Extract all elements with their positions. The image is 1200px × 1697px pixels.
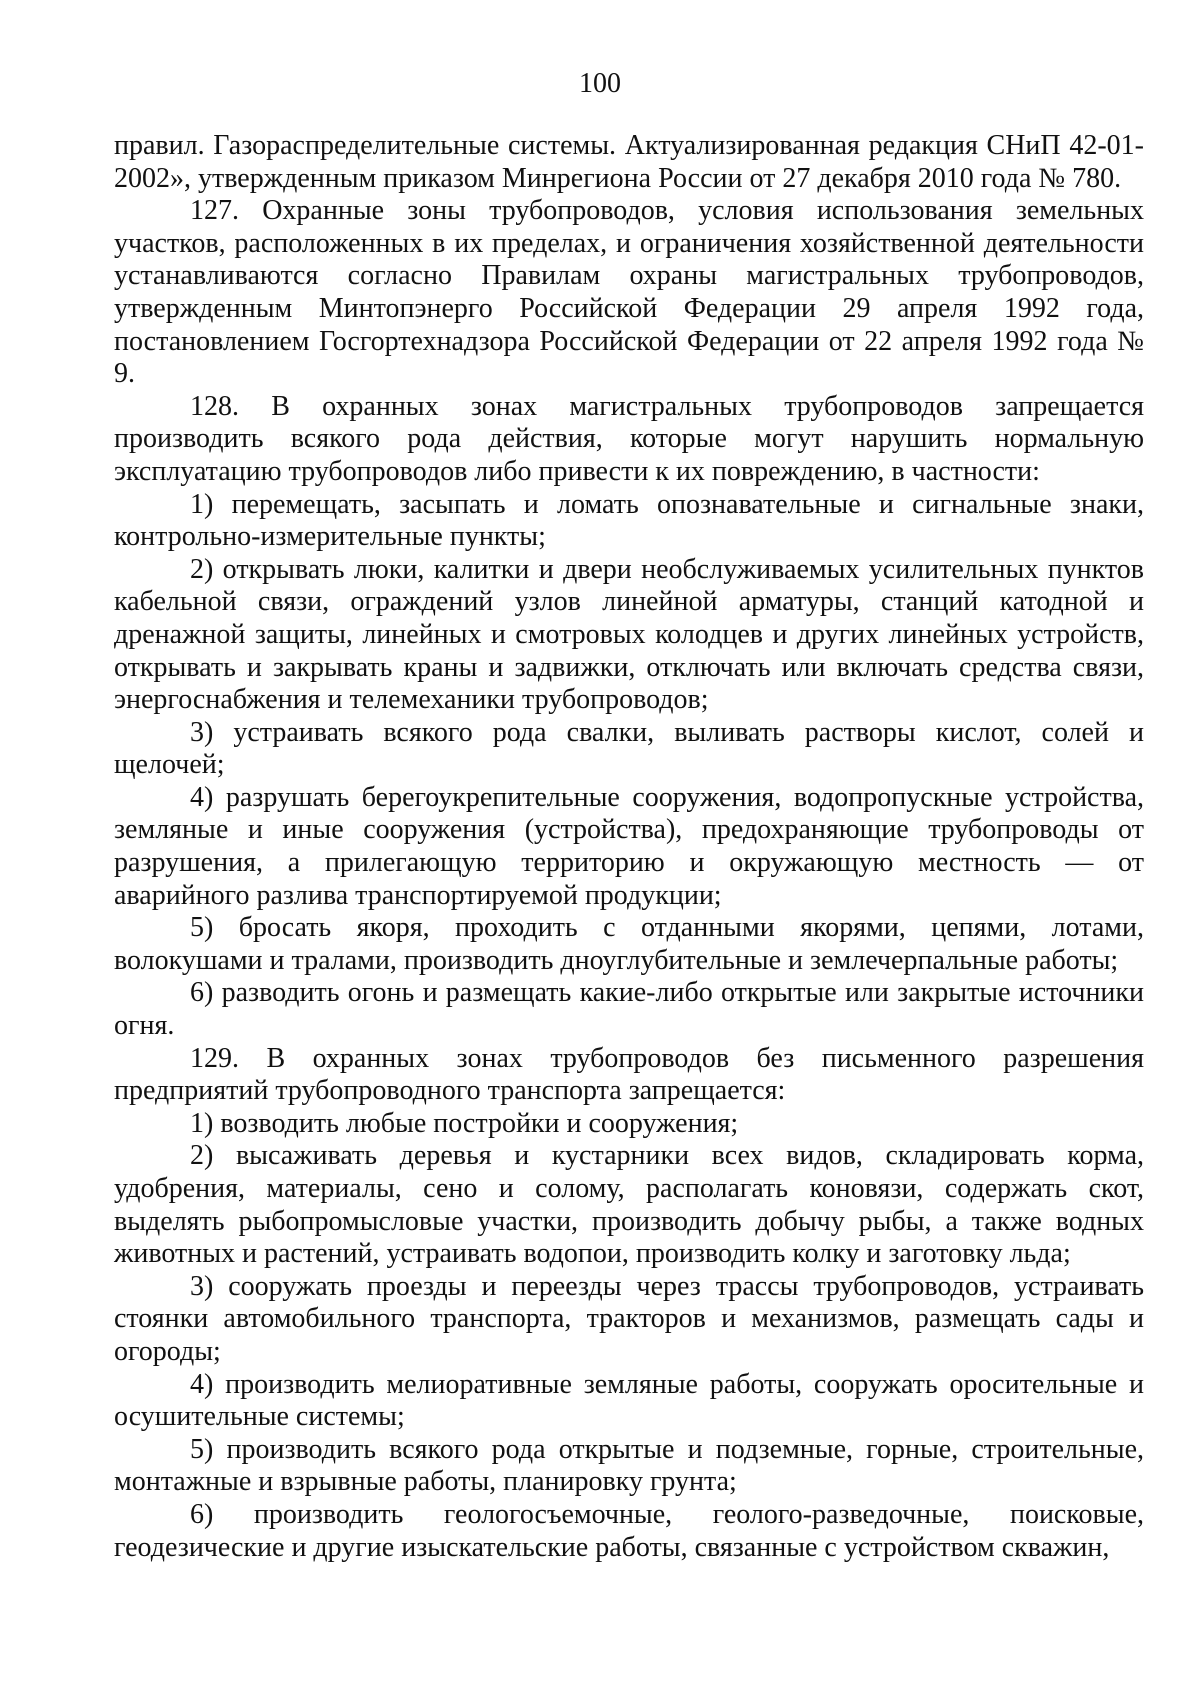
paragraph-129: 129. В охранных зонах трубопроводов без письменного разрешения предприятий трубопроводного транспорта запрещается: xyxy=(114,1042,1144,1107)
list-item-128-5: 5) бросать якоря, проходить с отданными якорями, цепями, лотами, волокушами и тралами, производить дноуглубительные и землечерпальные работы; xyxy=(114,912,1144,976)
list-item-128-2: 2) открывать люки, калитки и двери необслуживаемых усилительных пунктов кабельной связи, ограждений узлов линейной арматуры, станций катодной и дренажной защиты, линейных и смотровых колодцев и других линейных устройств, открывать и закрывать краны и задвижки, отключать или включать средства связи, энергоснабжения и телемеханики трубопроводов; xyxy=(114,553,1144,716)
page-number: 100 xyxy=(579,68,621,99)
list-item-128-1: 1) перемещать, засыпать и ломать опознавательные и сигнальные знаки, контрольно-измерительные пункты; xyxy=(114,488,1144,553)
list-item-129-6: 6) производить геологосъемочные, геолого-разведочные, поисковые, геодезические и другие изыскательские работы, связанные с устройством скважин, xyxy=(114,1498,1144,1563)
list-item-128-6: 6) разводить огонь и размещать какие-либо открытые или закрытые источники огня. xyxy=(114,977,1144,1042)
list-item-129-1: 1) возводить любые постройки и сооружения; xyxy=(190,1107,739,1139)
paragraph-128: 128. В охранных зонах магистральных трубопроводов запрещается производить всякого рода действия, которые могут нарушить нормальную эксплуатацию трубопроводов либо привести к их повреждению, в частности: xyxy=(114,390,1144,487)
list-item-128-4: 4) разрушать берегоукрепительные сооружения, водопропускные устройства, земляные и иные сооружения (устройства), предохраняющие трубопроводы от разрушения, а прилегающую территорию и окружающую местность — от аварийного разлива транспортируемой продукции; xyxy=(114,781,1144,911)
paragraph-continuation: правил. Газораспределительные системы. Актуализированная редакция СНиП 42-01-2002», утвержденным приказом Минрегиона России от 27 декабря 2010 года № 780. xyxy=(114,130,1144,194)
paragraph-127: 127. Охранные зоны трубопроводов, условия использования земельных участков, расположенных в их пределах, и ограничения хозяйственной деятельности устанавливаются согласно Правилам охраны магистральных трубопроводов, утвержденным Минтопэнерго Российской Федерации 29 апреля 1992 года, постановлением Госгортехнадзора Российской Федерации от 22 апреля 1992 года № 9. xyxy=(114,195,1144,390)
list-item-129-2: 2) высаживать деревья и кустарники всех видов, складировать корма, удобрения, материалы, сено и солому, располагать коновязи, содержать скот, выделять рыбопромысловые участки, производить добычу рыбы, а также водных животных и растений, устраивать водопои, производить колку и заготовку льда; xyxy=(114,1140,1144,1270)
page-body xyxy=(114,130,1144,1564)
list-item-129-4: 4) производить мелиоративные земляные работы, сооружать оросительные и осушительные системы; xyxy=(114,1368,1144,1433)
list-item-129-5: 5) производить всякого рода открытые и подземные, горные, строительные, монтажные и взрывные работы, планировку грунта; xyxy=(114,1433,1144,1498)
list-item-128-3: 3) устраивать всякого рода свалки, выливать растворы кислот, солей и щелочей; xyxy=(114,716,1144,781)
list-item-129-3: 3) сооружать проезды и переезды через трассы трубопроводов, устраивать стоянки автомобильного транспорта, тракторов и механизмов, размещать сады и огороды; xyxy=(114,1270,1144,1367)
